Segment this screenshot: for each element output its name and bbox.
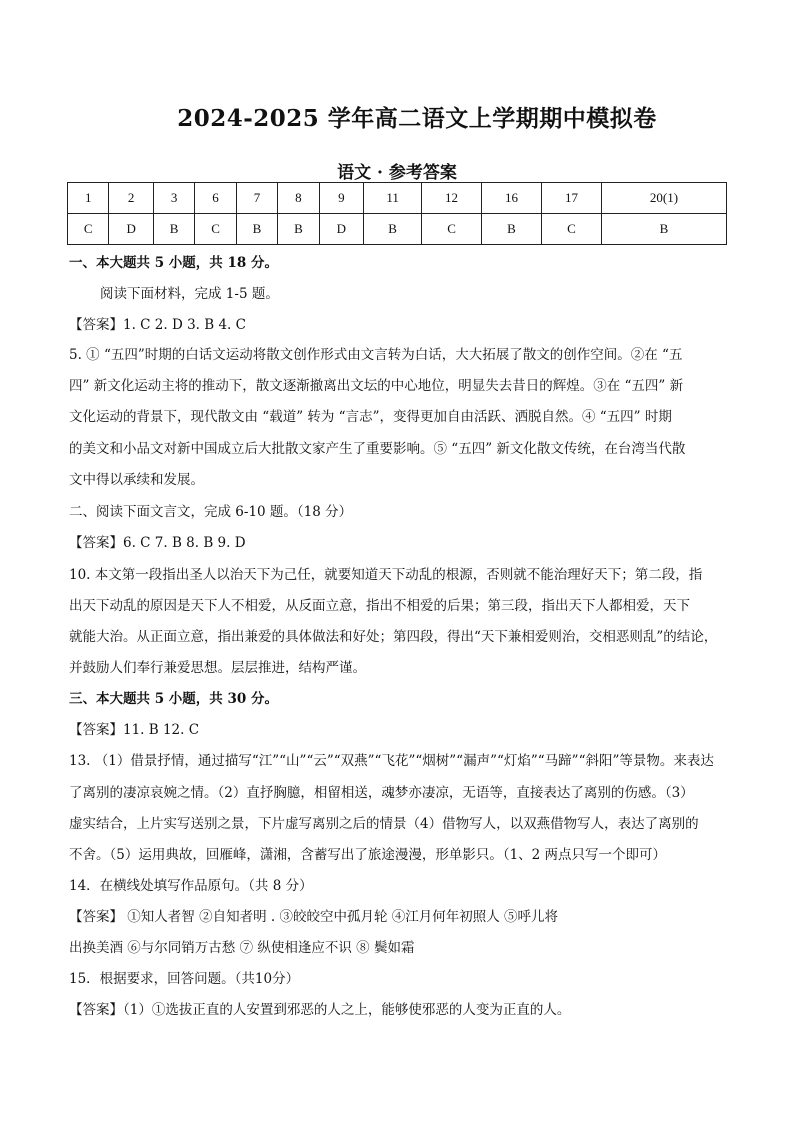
q15-heading: 15．根据要求，回答问题。（共10分）: [69, 971, 300, 987]
question-number-cell: 7: [236, 183, 277, 214]
q14-answer-line: 出换美酒 ⑥与尔同销万古愁 ⑦ 纵使相逢应不识 ⑧ 鬓如霜: [69, 940, 415, 956]
q5-answer-line: 文中得以承续和发展。: [69, 472, 204, 488]
question-number-cell: 9: [319, 183, 364, 214]
q13-answer-line: 虚实结合，上片实写送别之景，下片虚写离别之后的情景（4）借物写人，以双燕借物写人，表达了离别的: [69, 816, 699, 832]
answer-cell: C: [422, 214, 482, 245]
answer-table: [67, 182, 727, 245]
q10-answer-line: 10. 本文第一段指出圣人以治天下为己任，就要知道天下动乱的根源，否则就不能治理好天下；第二段，指: [69, 567, 703, 583]
question-number-cell: 12: [422, 183, 482, 214]
answer-cell: D: [109, 214, 154, 245]
answer-cell: D: [319, 214, 364, 245]
answer-cell: B: [153, 214, 194, 245]
section-2-answer: 【答案】6. C 7. B 8. B 9. D: [69, 535, 246, 551]
q13-answer-line: 13. （1）借景抒情，通过描写“江”“山”“云”“双燕”“飞花”“烟树”“漏声”“灯焰”“马蹄”“斜阳”等景物。来表达: [69, 753, 714, 769]
answer-cell: B: [601, 214, 726, 245]
question-number-cell: 6: [195, 183, 236, 214]
question-number-cell: 1: [68, 183, 109, 214]
section-2-heading: 二、阅读下面文言文，完成 6-10 题。（18 分）: [69, 504, 353, 520]
document-title: 2024-2025 学年高二语文上学期期中模拟卷: [177, 105, 657, 132]
question-number-cell: 8: [278, 183, 319, 214]
answer-cell: B: [236, 214, 277, 245]
q15-answer-line: 【答案】（1）①选拔正直的人安置到邪恶的人之上，能够使邪恶的人变为正直的人。: [69, 1002, 571, 1018]
section-3-heading: 三、本大题共 5 小题，共 30 分。: [69, 691, 278, 707]
answer-cell: C: [542, 214, 602, 245]
q5-answer-line: 文化运动的背景下，现代散文由 “载道” 转为 “言志”，变得更加自由活跃、洒脱自然。④ “五四” 时期: [69, 409, 672, 425]
section-1-intro: 阅读下面材料，完成 1-5 题。: [100, 286, 279, 302]
q10-answer-line: 就能大治。从正面立意，指出兼爱的具体做法和好处；第四段，得出“天下兼相爱则治，交相恶则乱”的结论，: [69, 629, 718, 645]
question-number-cell: 2: [109, 183, 154, 214]
answer-cell: B: [278, 214, 319, 245]
q14-answer-line: 【答案】 ①知人者智 ②自知者明 . ③皎皎空中孤月轮 ④江月何年初照人 ⑤呼儿将: [69, 909, 559, 925]
q13-answer-line: 不舍。（5）运用典故，回雁峰，潇湘，含蓄写出了旅途漫漫，形单影只。（1、2 两点只写一个即可）: [69, 847, 667, 863]
answer-cell: B: [482, 214, 542, 245]
question-number-cell: 11: [364, 183, 422, 214]
q5-answer-line: 5. ① “五四”时期的白话文运动将散文创作形式由文言转为白话，大大拓展了散文的创作空间。②在 “五: [69, 347, 683, 363]
section-1-heading: 一、本大题共 5 小题，共 18 分。: [69, 255, 278, 271]
q10-answer-line: 出天下动乱的原因是天下人不相爱，从反面立意，指出不相爱的后果；第三段，指出天下人都相爱，天下: [69, 598, 690, 614]
document-subtitle: 语文 · 参考答案: [337, 163, 457, 183]
question-number-cell: 20(1): [601, 183, 726, 214]
q5-answer-line: 四” 新文化运动主将的推动下，散文逐渐撤离出文坛的中心地位，明显失去昔日的辉煌。③在 “五四” 新: [69, 378, 684, 394]
q14-heading: 14．在横线处填写作品原句。（共 8 分）: [69, 878, 313, 894]
answer-cell: B: [364, 214, 422, 245]
answer-cell: C: [68, 214, 109, 245]
answer-cell: C: [195, 214, 236, 245]
question-number-cell: 16: [482, 183, 542, 214]
section-3-answer: 【答案】11. B 12. C: [69, 722, 200, 738]
question-number-cell: 17: [542, 183, 602, 214]
q5-answer-line: 的美文和小品文对新中国成立后大批散文家产生了重要影响。⑤ “五四” 新文化散文传统，在台湾当代散: [69, 441, 686, 457]
answer-table-answer-row: [68, 214, 727, 245]
answer-table-question-row: [68, 183, 727, 214]
section-1-answer: 【答案】1. C 2. D 3. B 4. C: [69, 317, 246, 333]
q10-answer-line: 并鼓励人们奉行兼爱思想。层层推进，结构严谨。: [69, 660, 366, 676]
q13-answer-line: 了离别的凄凉哀婉之情。（2）直抒胸臆，相留相送，魂梦亦凄凉，无语等，直接表达了离别的伤感。（3）: [69, 785, 694, 801]
question-number-cell: 3: [153, 183, 194, 214]
